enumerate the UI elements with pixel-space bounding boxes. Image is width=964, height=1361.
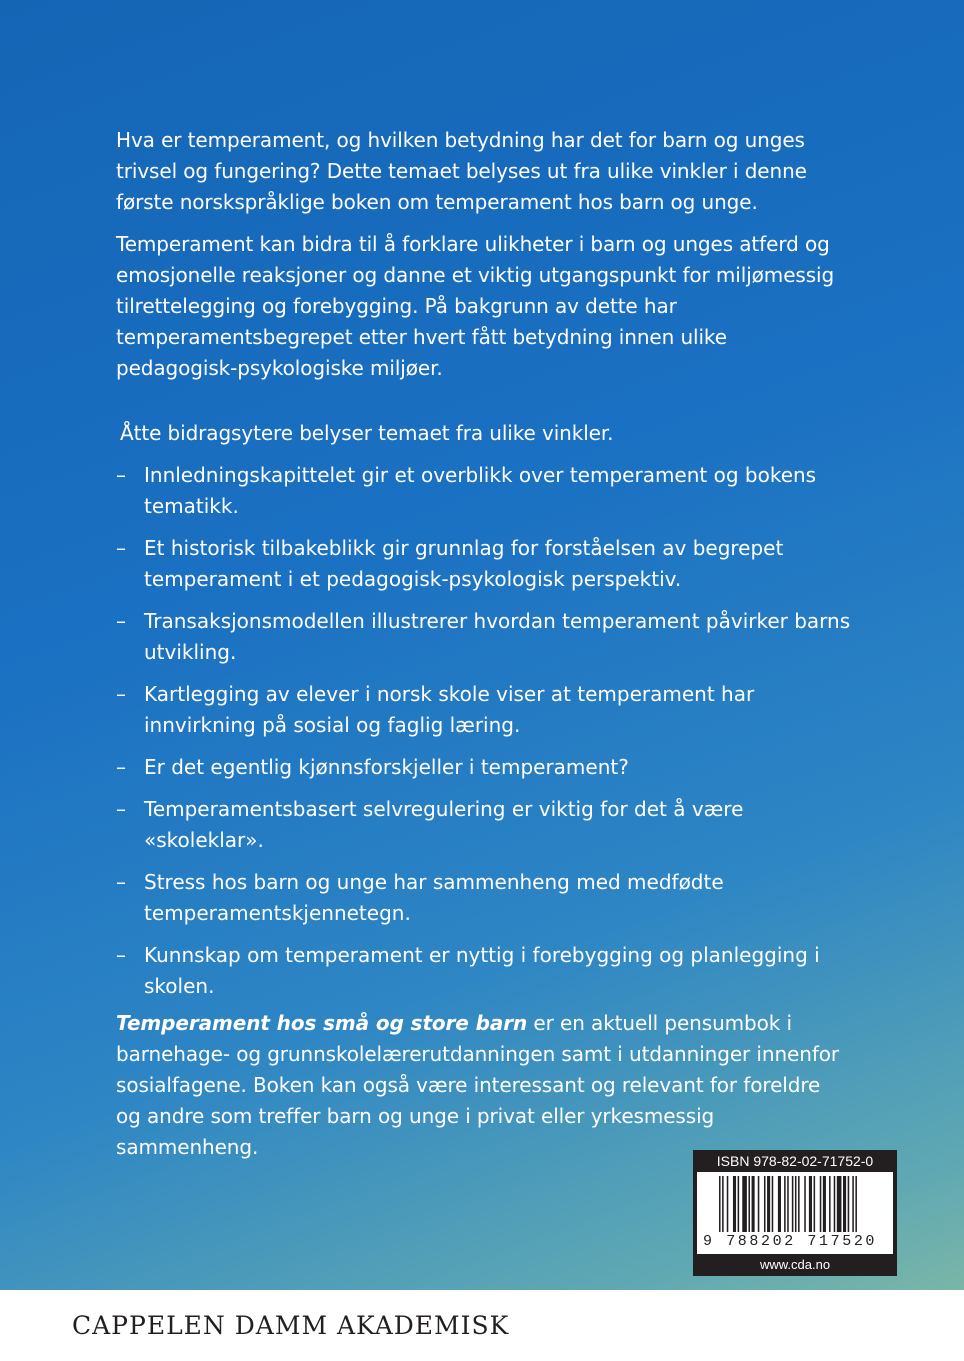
barcode-bar bbox=[733, 1176, 736, 1232]
barcode-bar bbox=[787, 1176, 789, 1232]
dash-marker: – bbox=[116, 755, 126, 779]
barcode-bar bbox=[767, 1176, 770, 1232]
website-url: www.cda.no bbox=[759, 1257, 831, 1272]
list-item: – Kartlegging av elever i norsk skole viser at temperament har innvirkning på sosial og faglig læring. bbox=[116, 679, 861, 741]
barcode-bar bbox=[804, 1176, 806, 1232]
barcode-area bbox=[697, 1172, 893, 1254]
barcode-bar bbox=[764, 1176, 766, 1232]
list-item: – Kunnskap om temperament er nyttig i forebygging og planlegging i skolen. bbox=[116, 940, 861, 1002]
barcode-bar bbox=[834, 1176, 836, 1232]
chapter-list bbox=[116, 460, 861, 1013]
description-paragraph: Temperament kan bidra til å forklare ulikheter i barn og unges atferd og emosjonelle reaksjoner og danne et viktig utgangspunkt for miljømessig tilrettelegging og forebygging. På bakgrunn av dette har temperamentsbegrepet etter hvert fått betydning innen ulike pedagogisk-psykologiske miljøer. bbox=[116, 232, 835, 380]
list-item: – Transaksjonsmodellen illustrerer hvordan temperament påvirker barns utvikling. bbox=[116, 606, 861, 668]
barcode-bar bbox=[719, 1176, 721, 1232]
closing-text: er en aktuell pensumbok i barnehage- og grunnskolelærerutdanningen samt i utdanninger innenfor sosialfagene. Boken kan også være interessant og relevant for foreldre og andre som treffer barn og unge i privat eller yrkesmessig sammenheng. bbox=[116, 1011, 840, 1159]
dash-marker: – bbox=[116, 463, 126, 487]
list-item: – Et historisk tilbakeblikk gir grunnlag for forståelsen av begrepet temperament i et pedagogisk-psykologisk perspektiv. bbox=[116, 533, 861, 595]
barcode-bar bbox=[792, 1176, 794, 1232]
book-title: Temperament hos små og store barn bbox=[116, 1011, 528, 1035]
barcode-bar bbox=[758, 1176, 760, 1232]
barcode-bar bbox=[798, 1176, 800, 1232]
barcode-bar bbox=[772, 1176, 774, 1232]
barcode-bar bbox=[795, 1176, 797, 1232]
isbn-label: ISBN 978-82-02-71752-0 bbox=[716, 1153, 874, 1169]
barcode-bars bbox=[719, 1176, 887, 1232]
barcode-bar bbox=[848, 1176, 850, 1232]
barcode-bar bbox=[722, 1176, 724, 1232]
barcode-bar bbox=[778, 1176, 781, 1232]
isbn-barcode bbox=[693, 1150, 897, 1276]
barcode-bar bbox=[814, 1176, 816, 1232]
barcode-bar bbox=[855, 1176, 857, 1232]
list-item: – Temperamentsbasert selvregulering er viktig for det å være «skoleklar». bbox=[116, 794, 861, 856]
barcode-bar bbox=[843, 1176, 846, 1232]
contributors-lead: Åtte bidragsytere belyser temaet fra ulike vinkler. bbox=[120, 421, 614, 445]
barcode-bar bbox=[752, 1176, 755, 1232]
barcode-bar bbox=[727, 1176, 729, 1232]
barcode-digits: 9 788202 717520 bbox=[703, 1233, 878, 1250]
barcode-bar bbox=[820, 1176, 822, 1232]
intro-paragraph: Hva er temperament, og hvilken betydning har det for barn og unges trivsel og fungering? Dette temaet belyses ut fra ulike vinkler i denne første norskspråklige boken om temperament hos barn og unge. bbox=[116, 128, 807, 214]
barcode-bar bbox=[738, 1176, 740, 1232]
barcode-bar bbox=[809, 1176, 812, 1232]
publisher-logo: CAPPELEN DAMM AKADEMISK bbox=[72, 1311, 510, 1340]
dash-marker: – bbox=[116, 609, 126, 633]
barcode-bar bbox=[852, 1176, 854, 1232]
dash-marker: – bbox=[116, 797, 126, 821]
barcode-bar bbox=[829, 1176, 831, 1232]
list-item: – Innledningskapittelet gir et overblikk over temperament og bokens tematikk. bbox=[116, 460, 861, 522]
dash-marker: – bbox=[116, 870, 126, 894]
barcode-bar bbox=[742, 1176, 747, 1232]
list-item: – Stress hos barn og unge har sammenheng med medfødte temperamentskjennetegn. bbox=[116, 867, 861, 929]
barcode-bar bbox=[837, 1176, 842, 1232]
dash-marker: – bbox=[116, 943, 126, 967]
barcode-bar bbox=[784, 1176, 786, 1232]
barcode-bar bbox=[823, 1176, 826, 1232]
barcode-bar bbox=[748, 1176, 750, 1232]
closing-paragraph bbox=[116, 1008, 851, 1163]
dash-marker: – bbox=[116, 682, 126, 706]
list-item: – Er det egentlig kjønnsforskjeller i temperament? bbox=[116, 752, 861, 783]
dash-marker: – bbox=[116, 536, 126, 560]
